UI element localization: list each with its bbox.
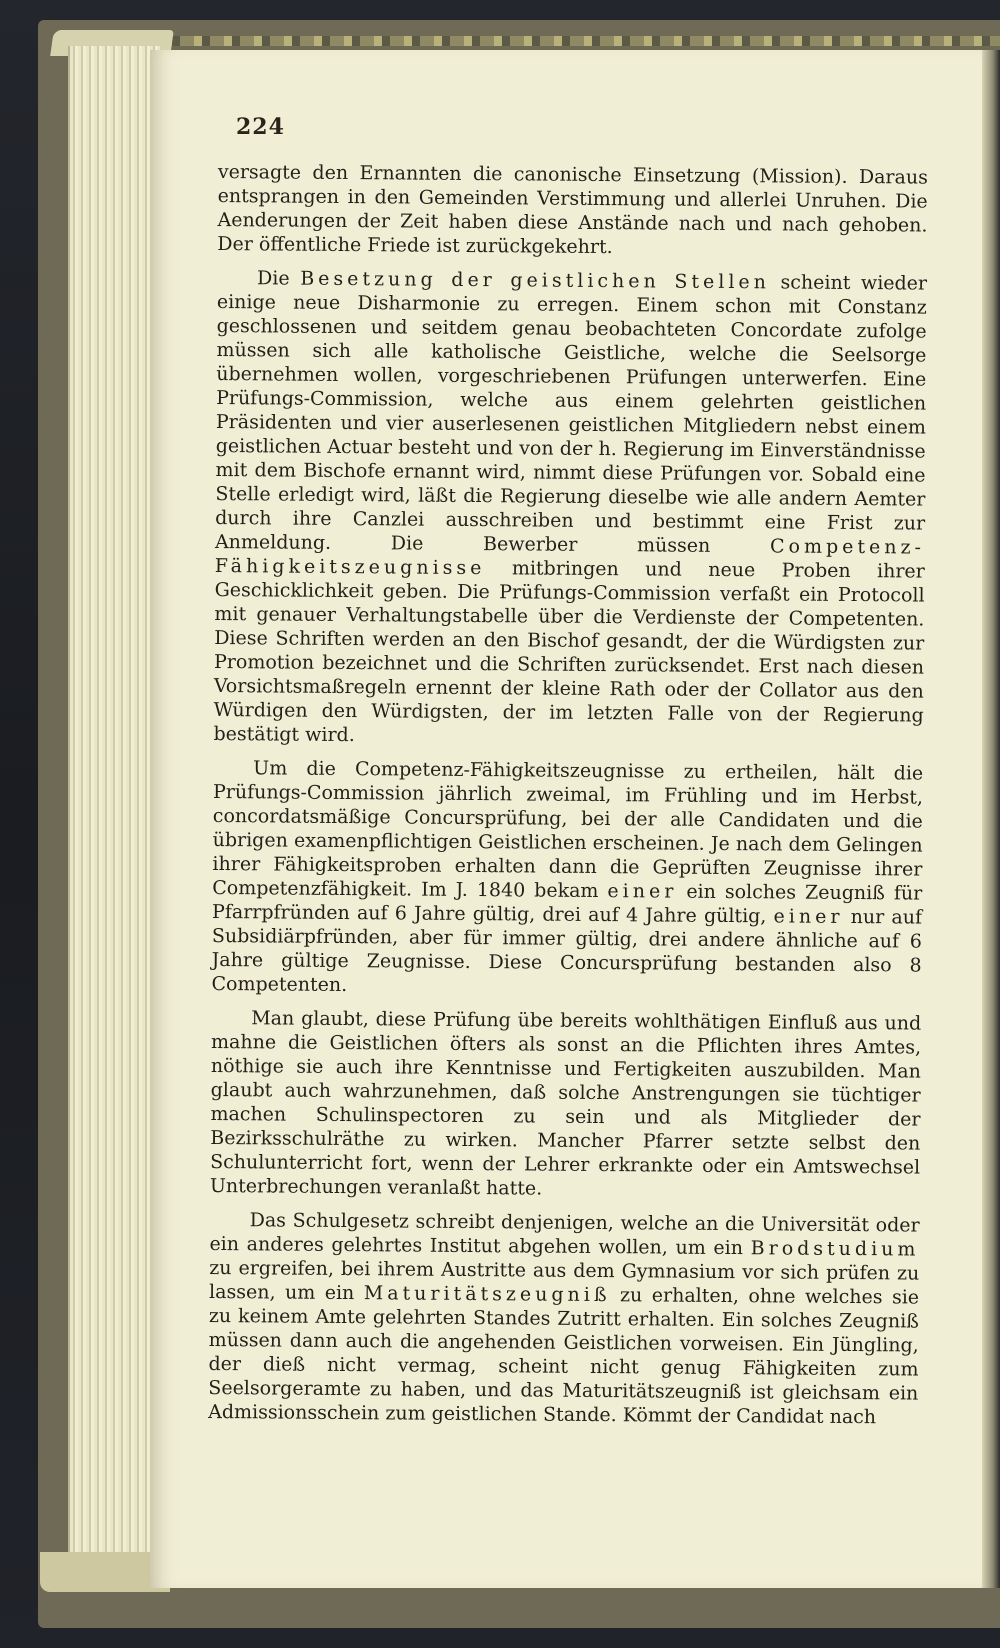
paragraph-2-text: scheint wieder einige neue Disharmonie zu erregen. Einem schon mit Constanz geschlossenen und seitdem genau beobachteten Concordate zufolge müssen sich alle katholische Geistliche, welche die Seelsorge übernehmen wollen, vorgeschriebenen Prüfungen unterwerfen. Eine Prüfungs-Commission, welche aus einem gelehrten geistlichen Präsidenten und vier auserlesenen geistlichen Mitgliedern nebst einem geistlichen Actuar besteht und von der h. Regierung im Einverständnisse mit dem Bischofe ernannt wird, nimmt diese Prüfungen vor. Sobald eine Stelle erledigt wird, läßt die Regierung dieselbe wie alle andern Aemter durch ihre Canzlei ausschreiben und bestimmt eine Frist zur Anmeldung. Die Bewerber müssen [214,271,928,558]
cover-edge-strip [60,36,1000,46]
paragraph-3-text: nur auf Subsidiärpfründen, aber für immer gültig, drei andere ähnliche auf 6 Jahre gültige Zeugnisse. Diese Concursprüfung bestanden also 8 Competenten. [211,905,923,997]
paragraph-5-text: zu erhalten, ohne welches sie zu keinem Amte gelehrten Standes Zutritt erhalten. Ein solches Zeugniß müssen dann auch die angehenden Geistlichen vorweisen. Ein Jüngling, der dieß nicht vermag, scheint nicht genug Fähigkeiten zum Seelsorgeramte zu haben, und das Maturitätszeugniß ist gleichsam ein Admissionsschein zum geistlichen Stande. Kömmt der Candidat nach [208,1284,920,1429]
page-text [207,160,928,1571]
page-stack [68,46,160,1586]
paragraph-2-text: mitbringen und neue Proben ihrer Geschicklichkeit geben. Die Prüfungs-Commission verfaßt ein Protocoll mit genauer Verhaltungstabelle über die Verdienste der Competenten. Diese Schriften werden an den Bischof gesandt, der die Würdigsten zur Promotion bezeichnet und die Schriften zurücksendet. Erst nach diesen Vorsichtsmaßregeln ernennt der kleine Rath oder der Collator aus den Würdigen den Würdigsten, der im letzten Falle von der Regierung bestätigt wird. [213,557,925,747]
paragraph-1-text: versagte den Ernannten die canonische Einsetzung (Mission). Daraus entsprangen in den Gemeinden Verstimmung und allerlei Unruhen. Die Aenderungen der Zeit haben diese Anstände nach und nach gehoben. Der öffentliche Friede ist zurückgekehrt. [217,160,928,259]
emphasis-spaced: Competenz-Fähigkeitszeugnisse [214,535,926,580]
paragraph-5 [208,1208,920,1430]
emphasis-spaced: einer [607,880,678,903]
emphasis-spaced: Brodstudium [750,1237,920,1261]
paragraph-5-text: Das Schulgesetz schreibt denjenigen, welche an die Universität oder ein anderes gelehrtes Institut abgehen wollen, um ein [209,1209,920,1260]
paragraph-3-text: Um die Competenz-Fähigkeitszeugnisse zu ertheilen, hält die Prüfungs-Commission jährlich zweimal, im Frühling und im Herbst, concordatsmäßige Concursprüfung, bei der alle Candidaten und die übrigen examenpflichtigen Geistlichen erscheinen. Je nach dem Gelingen ihrer Fähigkeitsproben erhalten dann die Geprüften Zeugnisse ihrer Competenzfähigkeit. Im J. 1840 bekam [212,757,924,903]
emphasis-spaced: einer [773,905,844,928]
paragraph-2 [213,266,927,752]
paragraph-3 [211,756,923,1002]
paragraph-4-text: Man glaubt, diese Prüfung übe bereits wohlthätigen Einfluß aus und mahne die Geistlichen öfters als sonst an die Pflichten ihres Amtes, nöthige sie auch ihre Kenntnisse und Fertigkeiten auszubilden. Man glaubt auch wahrzunehmen, daß solche Anstrengungen sie tüchtiger machen Schulinspectoren zu sein und als Mitglieder der Bezirksschulräthe zu wirken. Mancher Pfarrer setzte selbst den Schulunterricht fort, wenn der Lehrer erkrankte oder ein Amtswechsel Unterbrechungen veranlaßt hatte. [209,1007,922,1200]
page-right-edge [982,50,1000,1588]
paragraph-5-text: zu ergreifen, bei ihrem Austritte aus dem Gymnasium vor sich prüfen zu lassen, um ein [209,1256,920,1305]
paragraph-3-text: ein solches Zeugniß für Pfarrpfründen auf 6 Jahre gültig, drei auf 4 Jahre gültig, [212,880,923,928]
emphasis-spaced: Maturitätszeugniß [363,1282,611,1307]
paragraph-1 [217,160,928,262]
paragraph-2-text: Die [256,267,301,290]
page-number: 224 [236,114,285,140]
emphasis-spaced: Besetzung der geistlichen Stellen [300,267,771,294]
paragraph-4 [210,1006,921,1204]
